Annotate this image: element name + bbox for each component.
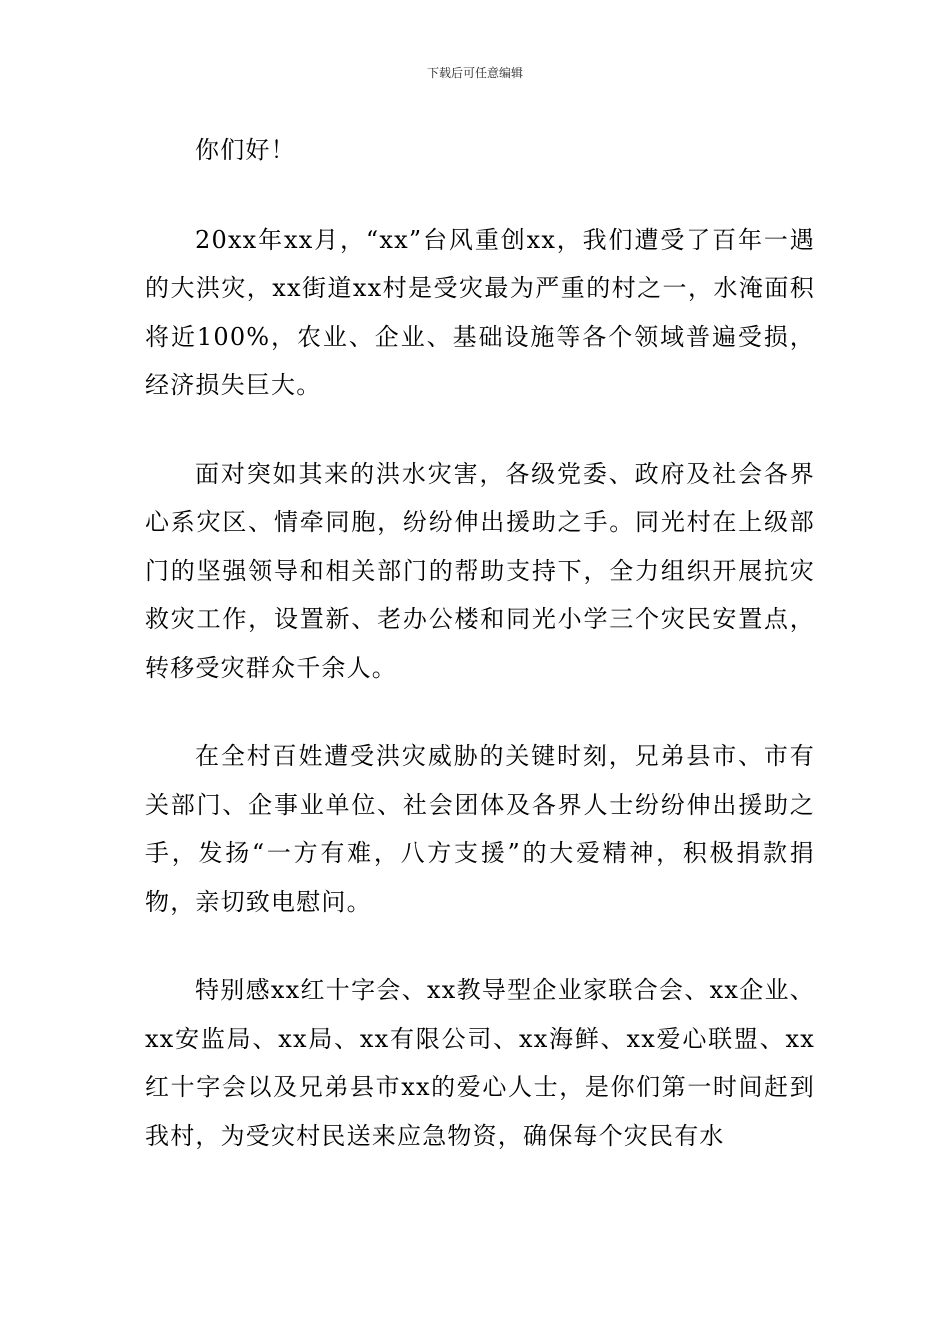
- paragraph-disaster-overview: 20xx年xx月，“xx”台风重创xx，我们遭受了百年一遇的大洪灾，xx街道xx村是受灾最为严重的村之一，水淹面积将近100%，农业、企业、基础设施等各个领域普遍受损，经济损失巨大。: [145, 225, 815, 399]
- paragraph-thanks: 特别感xx红十字会、xx教导型企业家联合会、xx企业、xx安监局、xx局、xx有限公司、xx海鲜、xx爱心联盟、xx红十字会以及兄弟县市xx的爱心人士，是你们第一时间赶到我村，为受灾村民送来应急物资，确保每个灾民有水: [145, 976, 815, 1150]
- paragraph-relief-work: 面对突如其来的洪水灾害，各级党委、政府及社会各界心系灾区、情牵同胞，纷纷伸出援助之手。同光村在上级部门的坚强领导和相关部门的帮助支持下，全力组织开展抗灾救灾工作，设置新、老办公楼和同光小学三个灾民安置点，转移受灾群众千余人。: [145, 459, 815, 682]
- greeting-paragraph: 你们好！: [195, 136, 296, 164]
- header-note: 下载后可任意编辑: [426, 66, 523, 80]
- paragraph-support: 在全村百姓遭受洪灾威胁的关键时刻，兄弟县市、市有关部门、企事业单位、社会团体及各界人士纷纷伸出援助之手，发扬“一方有难，八方支援”的大爱精神，积极捐款捐物，亲切致电慰问。: [145, 742, 815, 916]
- document-body: [145, 126, 815, 1200]
